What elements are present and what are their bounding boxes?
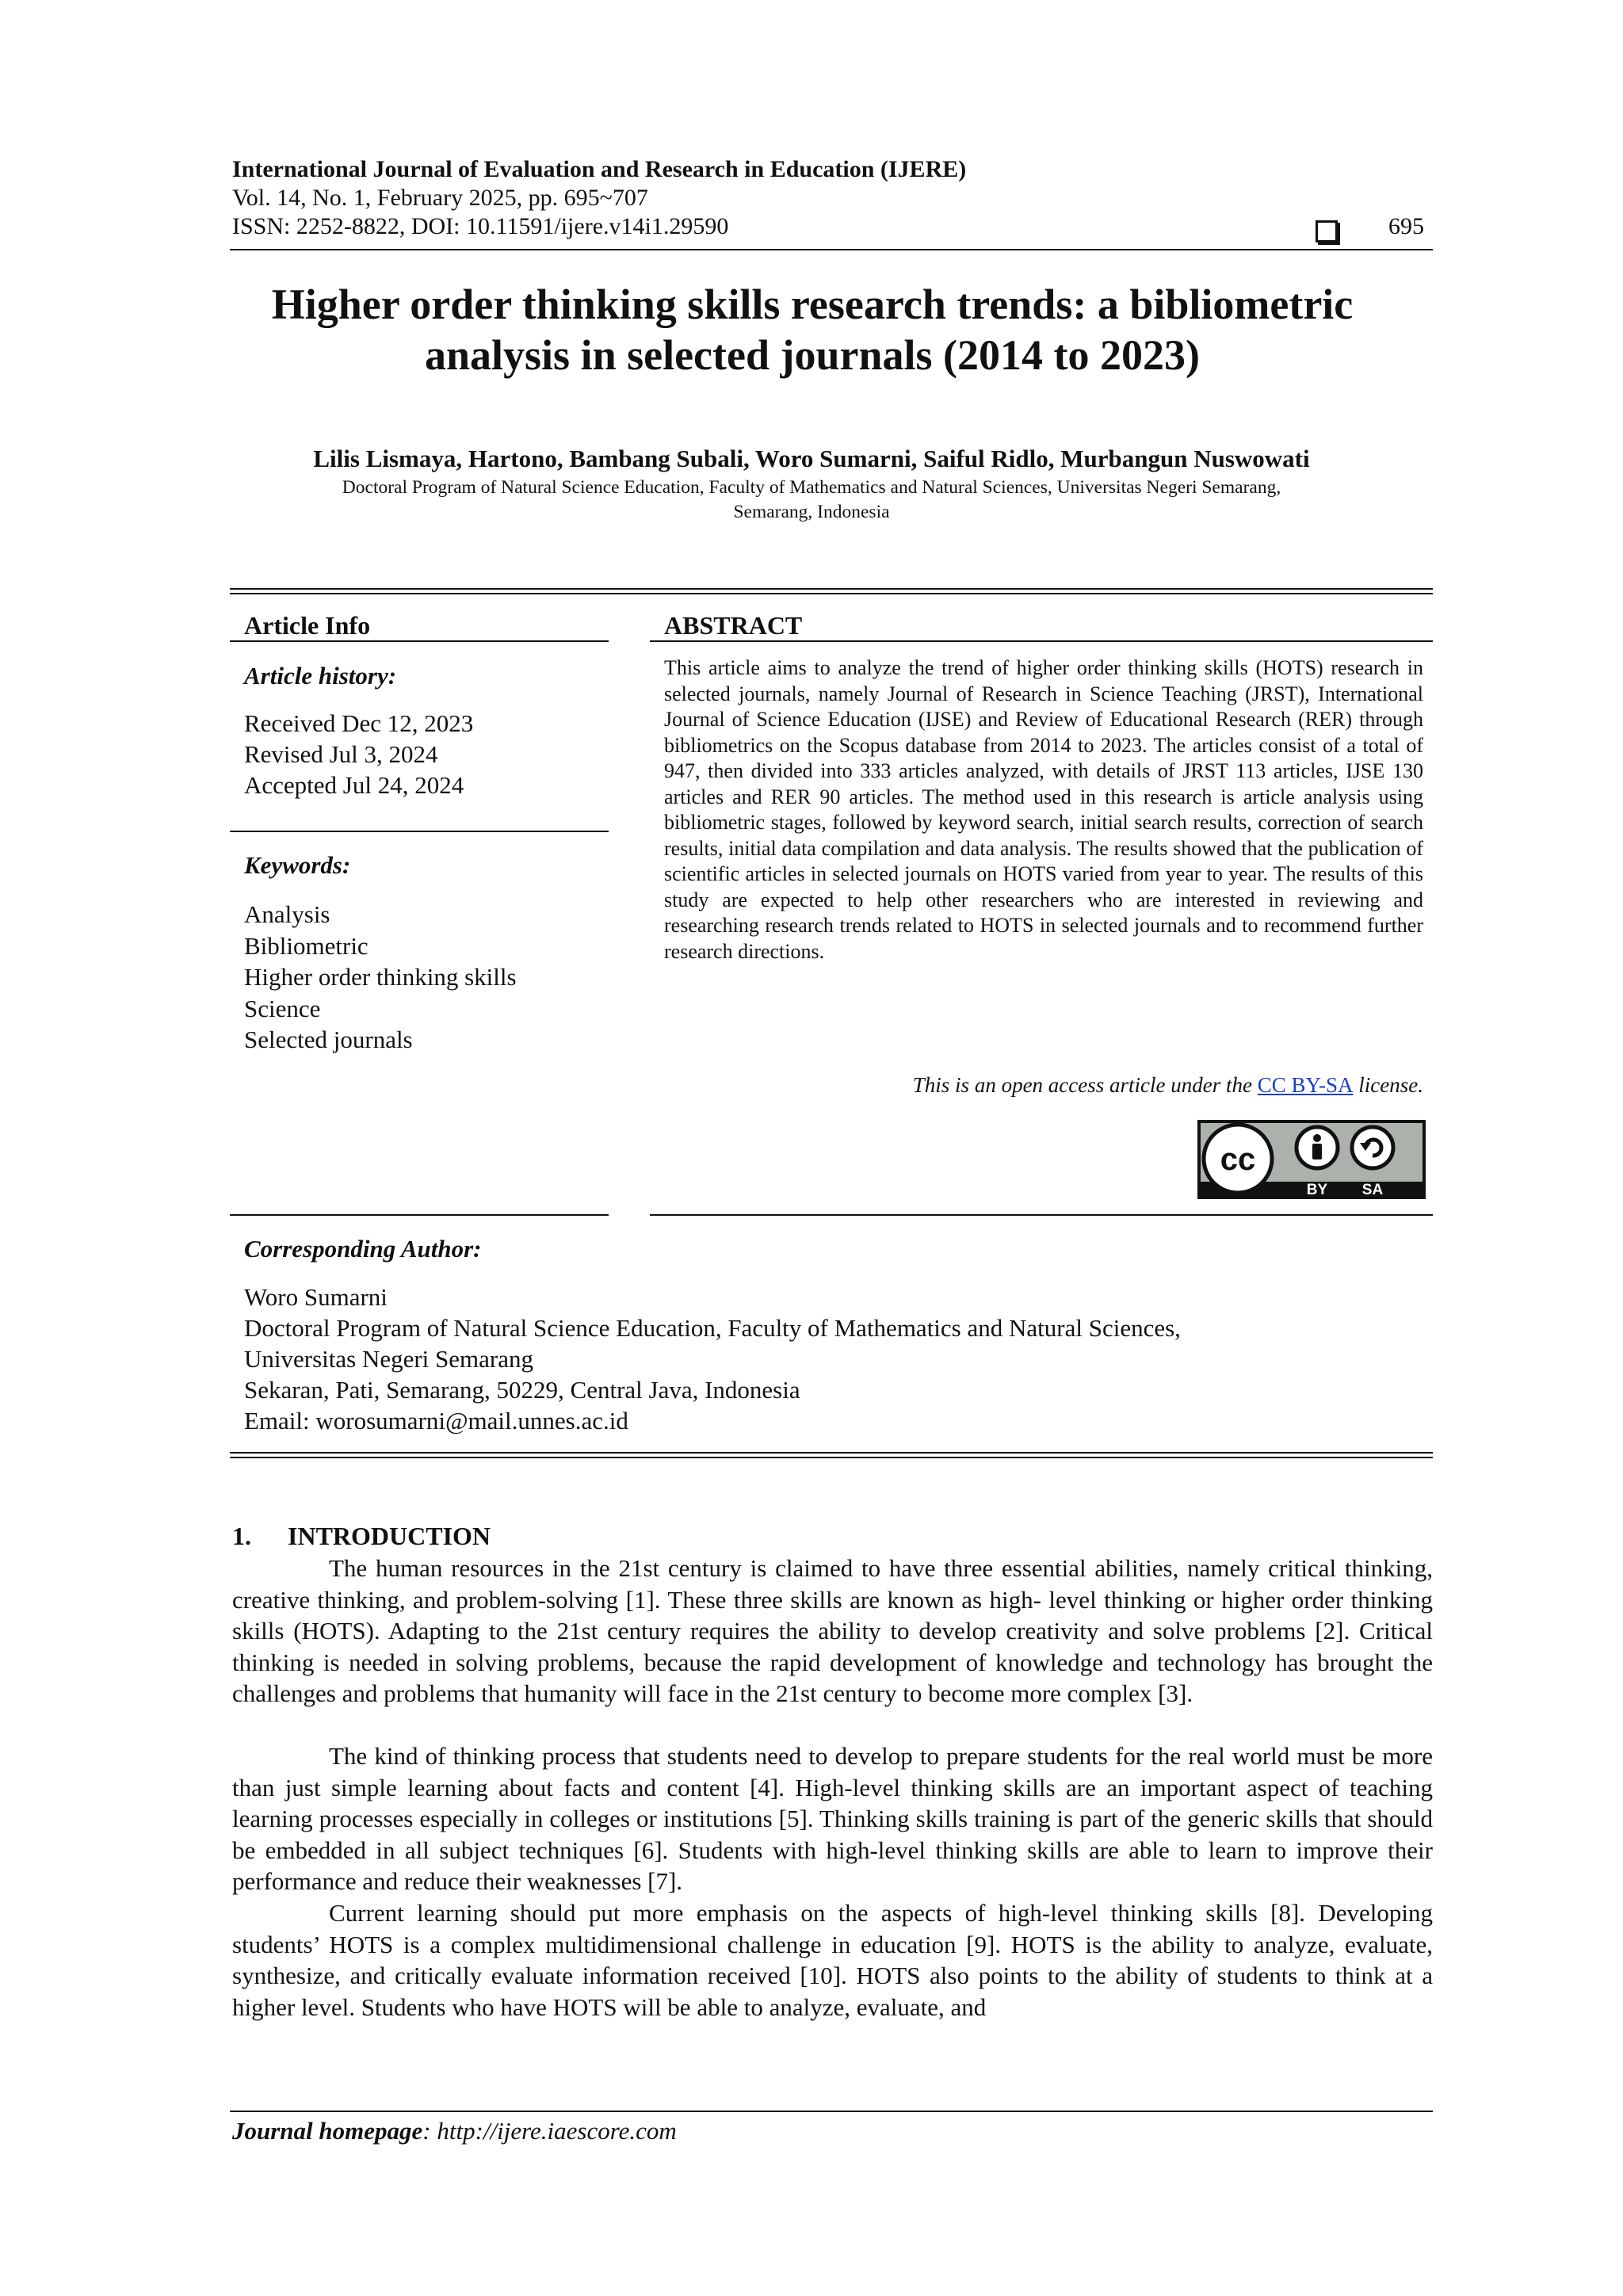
corresponding-heading: Corresponding Author:	[244, 1235, 482, 1263]
article-history-heading: Article history:	[244, 662, 397, 690]
badge-by-label: BY	[1306, 1182, 1328, 1198]
title-line-2: analysis in selected journals (2014 to 2023)	[425, 331, 1200, 379]
header-rule	[230, 249, 1433, 250]
cc-glyph: cc	[1220, 1142, 1256, 1177]
keyword-item: Bibliometric	[244, 931, 369, 960]
received-date: Received Dec 12, 2023	[244, 709, 474, 737]
by-person-head	[1313, 1134, 1321, 1142]
cc-by-sa-link[interactable]: CC BY-SA	[1257, 1073, 1354, 1097]
section-title: INTRODUCTION	[288, 1522, 491, 1550]
homepage-url[interactable]: : http://ijere.iaescore.com	[422, 2117, 677, 2145]
corresponding-line-3: Sekaran, Pati, Semarang, 50229, Central Java, Indonesia	[244, 1376, 800, 1404]
infobox-top-rule-2	[230, 593, 1433, 594]
keywords-rule	[230, 1214, 609, 1216]
intro-paragraph-2: The kind of thinking process that students need to develop to prepare students for the real world must be more than just simple learning about facts and content [4]. High-level thinking skills are an important aspect of teaching learning processes especially in colleges or institutions [5]. Thinking skills training is part of the generic skills that should be embedded in all subject techniques [6]. Students with high-level thinking skills are able to learn to improve their performance and reduce their weaknesses [7].	[232, 1742, 1433, 1895]
introduction-heading	[232, 1521, 491, 1551]
keyword-item: Selected journals	[244, 1026, 413, 1053]
abstract-rule	[650, 640, 1433, 642]
license-prefix: This is an open access article under the	[912, 1073, 1252, 1097]
affiliation	[238, 476, 1385, 525]
keyword-item: Analysis	[244, 900, 330, 928]
infobox-bottom-rule	[230, 1452, 1433, 1454]
checkbox-icon	[1316, 220, 1338, 243]
homepage-label: Journal homepage	[232, 2117, 423, 2145]
corresponding-line-2: Universitas Negeri Semarang	[244, 1345, 533, 1373]
journal-title: International Journal of Evaluation and Research in Education (IJERE)	[232, 156, 967, 182]
article-info-heading: Article Info	[244, 611, 371, 640]
keyword-item: Higher order thinking skills	[244, 963, 517, 991]
open-access-line	[664, 1072, 1423, 1098]
badge-sa-label: SA	[1361, 1182, 1384, 1198]
by-person-body	[1312, 1144, 1322, 1159]
intro-paragraph-3: Current learning should put more emphasis on the aspects of high-level thinking skills [8]. Developing students’ HOTS is a complex multidimensional challenge in education [9]. HOTS is the ability to analyze, evaluate, synthesize, and critically evaluate information received [10]. HOTS also points to the ability of students to think at a higher level. Students who have HOTS will be able to analyze, evaluate, and	[232, 1899, 1433, 2021]
journal-issn-doi: ISSN: 2252-8822, DOI: 10.11591/ijere.v14i1.29590	[232, 213, 729, 239]
affiliation-line-2: Semarang, Indonesia	[733, 502, 890, 522]
history-rule	[230, 831, 609, 832]
article-title	[230, 279, 1395, 380]
article-history	[244, 708, 473, 800]
keyword-item: Science	[244, 994, 321, 1022]
corresponding-line-1: Doctoral Program of Natural Science Education, Faculty of Mathematics and Natural Sciences,	[244, 1314, 1181, 1342]
keywords-heading: Keywords:	[244, 851, 351, 879]
author-list: Lilis Lismaya, Hartono, Bambang Subali, Woro Sumarni, Saiful Ridlo, Murbangun Nuswowati	[313, 445, 1310, 472]
accepted-date: Accepted Jul 24, 2024	[244, 771, 464, 799]
journal-volume: Vol. 14, No. 1, February 2025, pp. 695~707	[232, 185, 648, 211]
revised-date: Revised Jul 3, 2024	[244, 740, 438, 768]
infobox-bottom-rule-2	[230, 1457, 1433, 1458]
abstract-bottom-rule	[650, 1214, 1433, 1216]
cc-by-sa-badge-icon[interactable]	[1197, 1119, 1426, 1200]
infobox-top-rule	[230, 588, 1433, 590]
title-line-1: Higher order thinking skills research trends: a bibliometric	[271, 281, 1354, 328]
section-number: 1.	[232, 1522, 251, 1550]
running-header	[232, 155, 966, 241]
corresponding-details	[244, 1282, 1181, 1436]
affiliation-line-1: Doctoral Program of Natural Science Education, Faculty of Mathematics and Natural Sciences, Universitas Negeri Semarang,	[342, 477, 1281, 498]
intro-paragraph-1: The human resources in the 21st century is claimed to have three essential abilities, namely critical thinking, creative thinking, and problem-solving [1]. These three skills are known as high- level thinking or higher order thinking skills (HOTS). Adapting to the 21st century requires the ability to develop creativity and solve problems [2]. Critical thinking is needed in solving problems, because the rapid development of knowledge and technology has brought the challenges and problems that humanity will face in the 21st century to become more complex [3].	[232, 1554, 1433, 1707]
keyword-list	[244, 899, 517, 1056]
abstract-text: This article aims to analyze the trend of higher order thinking skills (HOTS) research in selected journals, namely Journal of Research in Science Teaching (JRST), International Journal of Science Education (IJSE) and Review of Educational Research (RER) through bibliometrics on the Scopus database from 2014 to 2023. The articles consist of a total of 947, then divided into 333 articles analyzed, with details of JRST 113 articles, IJSE 130 articles and RER 90 articles. The method used in this research is article analysis using bibliometric stages, followed by keyword search, initial search results, correction of search results, initial data compilation and data analysis. The results showed that the publication of scientific articles in selected journals on HOTS varied from year to year. The results of this study are expected to help other researchers who are interested in reviewing and researching research trends related to HOTS in selected journals and to recommend further research directions.	[664, 656, 1423, 963]
page-number: 695	[1388, 213, 1424, 239]
corresponding-name: Woro Sumarni	[244, 1283, 388, 1311]
sa-arrow-icon	[1352, 1127, 1393, 1168]
license-suffix: license.	[1358, 1073, 1423, 1097]
article-info-rule	[230, 640, 609, 642]
abstract-heading: ABSTRACT	[664, 611, 803, 640]
corresponding-email: Email: worosumarni@mail.unnes.ac.id	[244, 1407, 628, 1435]
footer-rule	[230, 2111, 1433, 2112]
journal-homepage	[232, 2116, 677, 2146]
